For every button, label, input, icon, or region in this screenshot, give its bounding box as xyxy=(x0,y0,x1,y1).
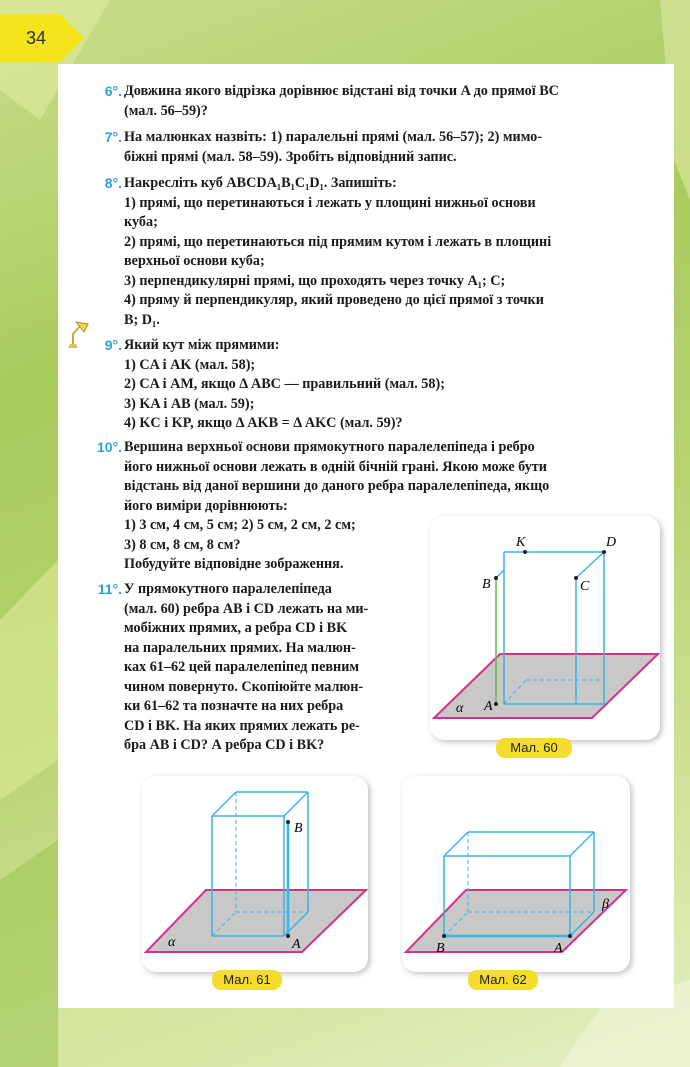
figure-62-caption: Мал. 62 xyxy=(468,970,538,990)
exercise-number: 8°. xyxy=(104,175,122,191)
exercise-line: ки 61–62 та позначте на них ребра xyxy=(124,698,344,714)
exercise-line: Довжина якого відрізка дорівнює відстані від точки A до прямої BC xyxy=(124,83,559,99)
exercise-number: 11°. xyxy=(97,581,122,597)
exercise-line: біжні прямі (мал. 58–59). Зробіть відповідний запис. xyxy=(124,148,457,165)
exercise-line: його нижньої основи лежать в одній бічній грані. Якою може бути xyxy=(124,458,547,475)
exercise-line: його виміри дорівнюють: xyxy=(124,497,288,514)
label-D: D xyxy=(606,535,617,550)
figure-62 xyxy=(402,776,630,972)
label-alpha: α xyxy=(456,701,464,716)
exercise-line: 1) 3 см, 4 см, 5 см; 2) 5 см, 2 см, 2 см; xyxy=(124,517,356,533)
exercise-number: 6°. xyxy=(104,83,122,99)
exercise-line: (мал. 56–59)? xyxy=(124,102,208,119)
exercise-line: На малюнках назвіть: 1) паралельні прямі (мал. 56–57); 2) мимо- xyxy=(124,129,542,145)
exercise-line: верхньої основи куба; xyxy=(124,253,265,269)
exercise-line: 3) перпендикулярні прямі, що проходять через точку A₁; C; xyxy=(124,272,506,289)
exercise-line: B; D₁. xyxy=(124,311,160,328)
exercise-line: куба; xyxy=(124,214,158,230)
figure-62-drawing xyxy=(402,776,630,972)
exercise-line: Який кут між прямими: xyxy=(124,337,280,353)
exercise-number: 9°. xyxy=(104,337,122,353)
figure-60 xyxy=(430,516,660,740)
exercise-line: У прямокутного паралелепіпеда xyxy=(124,581,332,597)
label-B: B xyxy=(294,821,303,836)
exercise-line: 2) CA і AM, якщо Δ ABC — правильний (мал. 58); xyxy=(124,376,445,392)
exercise-line: мобіжних прямих, а ребра CD і BK xyxy=(124,620,348,636)
figure-60-caption: Мал. 60 xyxy=(496,738,572,758)
label-A: A xyxy=(292,937,301,952)
label-alpha: α xyxy=(168,935,176,950)
exercise-line: 1) CA і AK (мал. 58); xyxy=(124,356,256,373)
label-beta: β xyxy=(602,897,609,912)
exercise-line: чином повернуто. Скопіюйте малюн- xyxy=(124,678,364,695)
page-number: 34 xyxy=(26,28,47,48)
exercise-line: на паралельних прямих. На малюн- xyxy=(124,639,356,656)
label-K: K xyxy=(516,535,526,550)
figure-61-drawing xyxy=(142,776,368,972)
exercise-line: відстань від даної вершини до даного ребра паралелепіпеда, якщо xyxy=(124,478,550,494)
exercise-line: бра AB і CD? А ребра CD і BK? xyxy=(124,737,325,753)
figure-60-drawing xyxy=(430,516,660,740)
exercise-line: CD і BK. На яких прямих лежать ре- xyxy=(124,717,360,734)
exercise-line: ках 61–62 цей паралелепіпед певним xyxy=(124,659,360,675)
figure-61 xyxy=(142,776,368,972)
label-C: C xyxy=(580,579,590,594)
exercise-line: 4) пряму й перпендикуляр, який проведено до цієї прямої з точки xyxy=(124,292,544,308)
exercise-line: Накресліть куб ABCDA₁B₁C₁D₁. Запишіть: xyxy=(124,175,397,191)
exercise-line: Вершина верхньої основи прямокутного паралелепіпеда і ребро xyxy=(124,439,535,455)
exercise-line: 2) прямі, що перетинаються під прямим кутом і лежать в площині xyxy=(124,233,552,250)
exercise-line: 1) прямі, що перетинаються і лежать у площині нижньої основи xyxy=(124,194,536,211)
figure-61-caption: Мал. 61 xyxy=(212,970,282,990)
label-A: A xyxy=(554,941,563,956)
page-sheet xyxy=(58,64,674,1008)
label-B: B xyxy=(436,941,445,956)
exercise-line: (мал. 60) ребра AB і CD лежать на ми- xyxy=(124,600,369,617)
exercise-number: 7°. xyxy=(104,129,122,145)
exercise-line: Побудуйте відповідне зображення. xyxy=(124,556,344,572)
exercise-line: 3) KA і AB (мал. 59); xyxy=(124,395,255,412)
label-A: A xyxy=(484,699,493,714)
exercise-number: 10°. xyxy=(96,439,122,455)
label-B: B xyxy=(482,577,491,592)
exercise-line: 4) KC і KP, якщо Δ AKB = Δ AKC (мал. 59)? xyxy=(124,415,403,431)
exercise-line: 3) 8 см, 8 см, 8 см? xyxy=(124,536,241,553)
